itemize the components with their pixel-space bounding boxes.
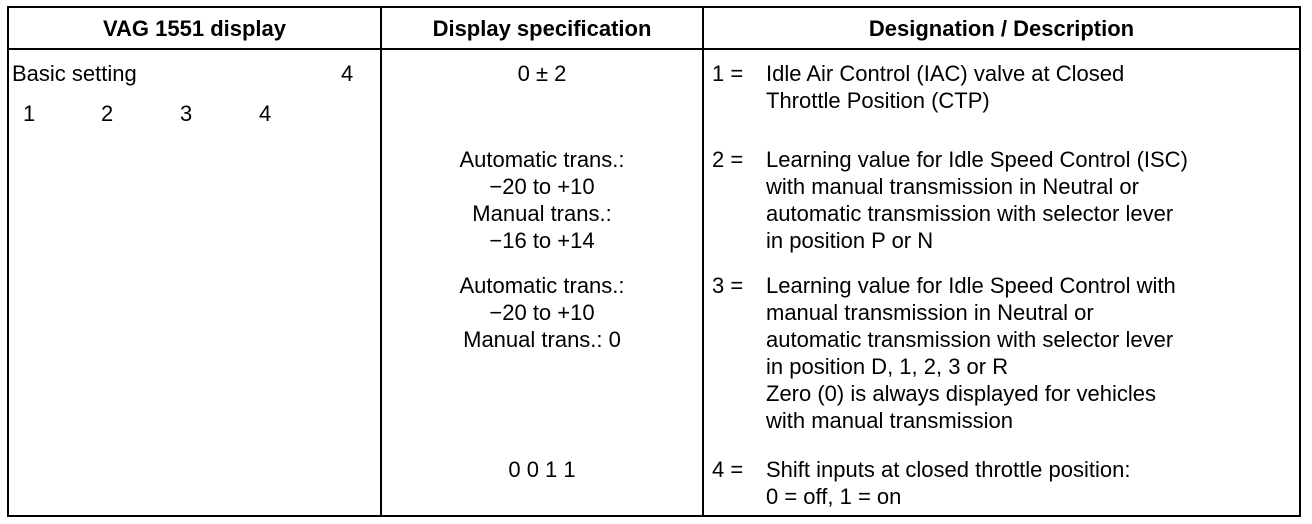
display-group-table xyxy=(7,6,1301,517)
display-field-2: 2 xyxy=(101,101,114,126)
spec-field-3: Automatic trans.: −20 to +10 Manual trans.: 0 xyxy=(459,273,625,352)
field-number-3: 3 = xyxy=(712,273,744,298)
spec-field-4: 0 0 1 1 xyxy=(508,457,576,482)
header-vag-display: VAG 1551 display xyxy=(102,16,286,41)
spec-field-2: Automatic trans.: −20 to +10 Manual trans.: −16 to +14 xyxy=(459,147,625,253)
header-designation-description: Designation / Description xyxy=(868,16,1135,41)
display-group-number: 4 xyxy=(341,61,354,86)
description-text-4: Shift inputs at closed throttle position: 0 = off, 1 = on xyxy=(766,457,1131,509)
display-field-3: 3 xyxy=(180,101,193,126)
header-display-specification: Display specification xyxy=(432,16,652,41)
description-text-3: Learning value for Idle Speed Control with manual transmission in Neutral or automatic transmission with selector lever in position D, 1, 2, 3 or R Zero (0) is always displayed for vehicles with manual transmission xyxy=(766,273,1176,433)
basic-setting-label: Basic setting xyxy=(12,61,137,86)
spec-field-1: 0 ± 2 xyxy=(517,61,567,86)
description-text-2: Learning value for Idle Speed Control (ISC) with manual transmission in Neutral or automatic transmission with selector lever in position P or N xyxy=(766,147,1188,253)
field-number-1: 1 = xyxy=(712,61,744,86)
display-field-1: 1 xyxy=(23,101,36,126)
field-number-2: 2 = xyxy=(712,147,744,172)
field-number-4: 4 = xyxy=(712,457,744,482)
table-header-row xyxy=(9,8,1299,50)
description-text-1: Idle Air Control (IAC) valve at Closed Throttle Position (CTP) xyxy=(766,61,1125,113)
display-field-4: 4 xyxy=(259,101,272,126)
column-divider-2 xyxy=(702,8,704,515)
